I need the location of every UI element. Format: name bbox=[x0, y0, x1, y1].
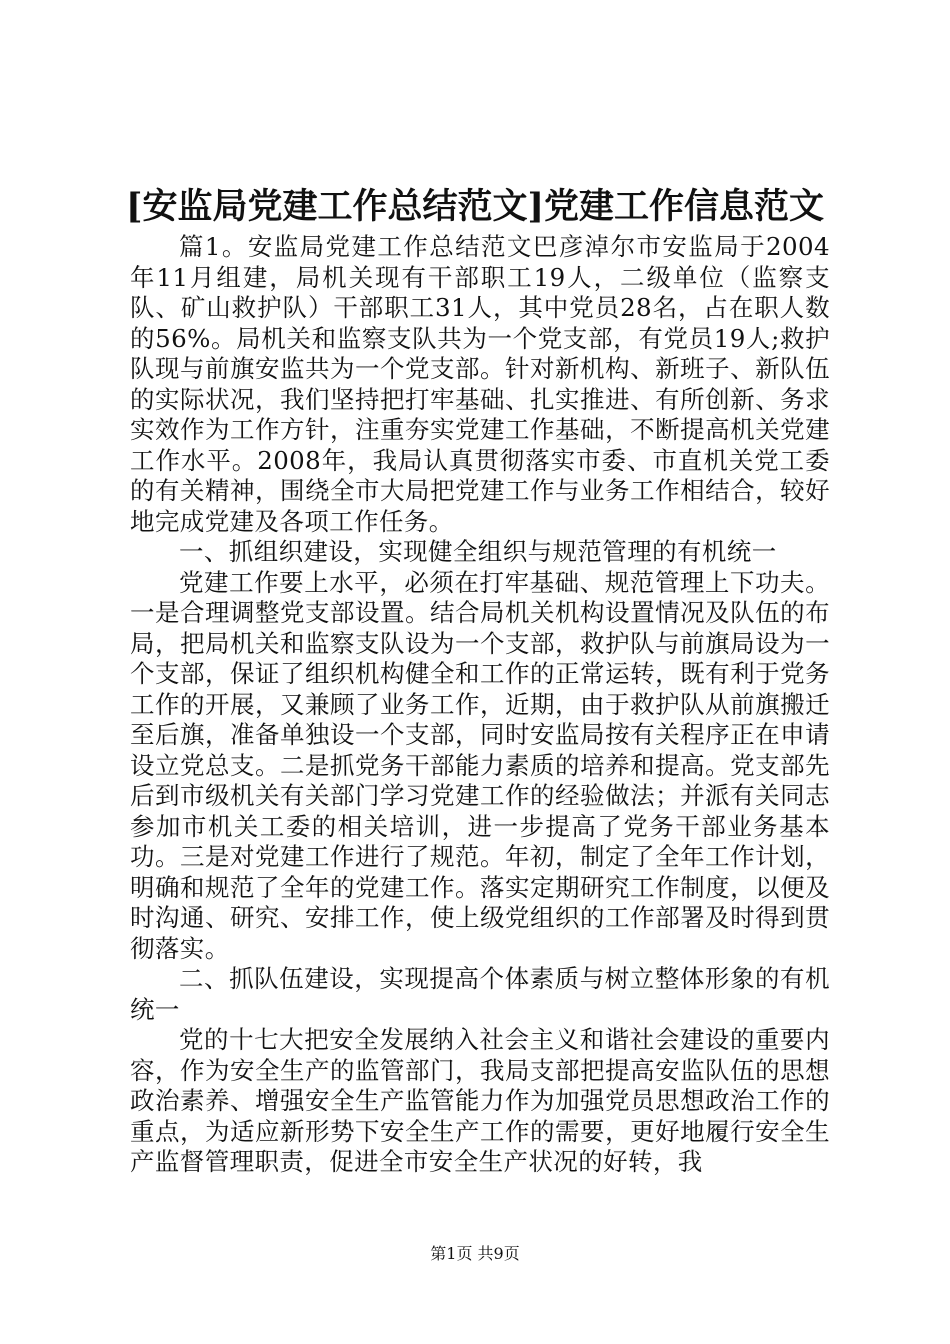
section-heading-team: 二、抓队伍建设，实现提高个体素质与树立整体形象的有机统一 bbox=[130, 964, 830, 1024]
paragraph-team: 党的十七大把安全发展纳入社会主义和谐社会建设的重要内容，作为安全生产的监管部门，我局支部把提高安监队伍的思想政治素养、增强安全生产监管能力作为加强党员思想政治工作的重点，为适应新形势下安全生产工作的需要，更好地履行安全生产监督管理职责，促进全市安全生产状况的好转，我 bbox=[130, 1025, 830, 1176]
page-number-footer: 第1页 共9页 bbox=[430, 1244, 520, 1263]
document-body bbox=[130, 232, 830, 1178]
section-heading-organization: 一、抓组织建设，实现健全组织与规范管理的有机统一 bbox=[179, 537, 777, 566]
paragraph-intro: 篇1。安监局党建工作总结范文巴彦淖尔市安监局于2004年11月组建，局机关现有干部职工19人，二级单位（监察支队、矿山救护队）干部职工31人，其中党员28名，占在职人数的56%。局机关和监察支队共为一个党支部，有党员19人;救护队现与前旗安监共为一个党支部。针对新机构、新班子、新队伍的实际状况，我们坚持把打牢基础、扎实推进、有所创新、务求实效作为工作方针，注重夯实党建工作基础，不断提高机关党建工作水平。2008年，我局认真贯彻落实市委、市直机关党工委的有关精神，围绕全市大局把党建工作与业务工作相结合，较好地完成党建及各项工作任务。 bbox=[130, 232, 830, 536]
document-title: [安监局党建工作总结范文]党建工作信息范文 bbox=[125, 186, 825, 227]
paragraph-organization: 党建工作要上水平，必须在打牢基础、规范管理上下功夫。一是合理调整党支部设置。结合局机关机构设置情况及队伍的布局，把局机关和监察支队设为一个支部，救护队与前旗局设为一个支部，保证了组织机构健全和工作的正常运转，既有利于党务工作的开展，又兼顾了业务工作，近期，由于救护队从前旗搬迁至后旗，准备单独设一个支部，同时安监局按有关程序正在申请设立党总支。二是抓党务干部能力素质的培养和提高。党支部先后到市级机关有关部门学习党建工作的经验做法；并派有关同志参加市机关工委的相关培训，进一步提高了党务干部业务基本功。三是对党建工作进行了规范。年初，制定了全年工作计划，明确和规范了全年的党建工作。落实定期研究工作制度，以便及时沟通、研究、安排工作，使上级党组织的工作部署及时得到贯彻落实。 bbox=[130, 567, 830, 963]
